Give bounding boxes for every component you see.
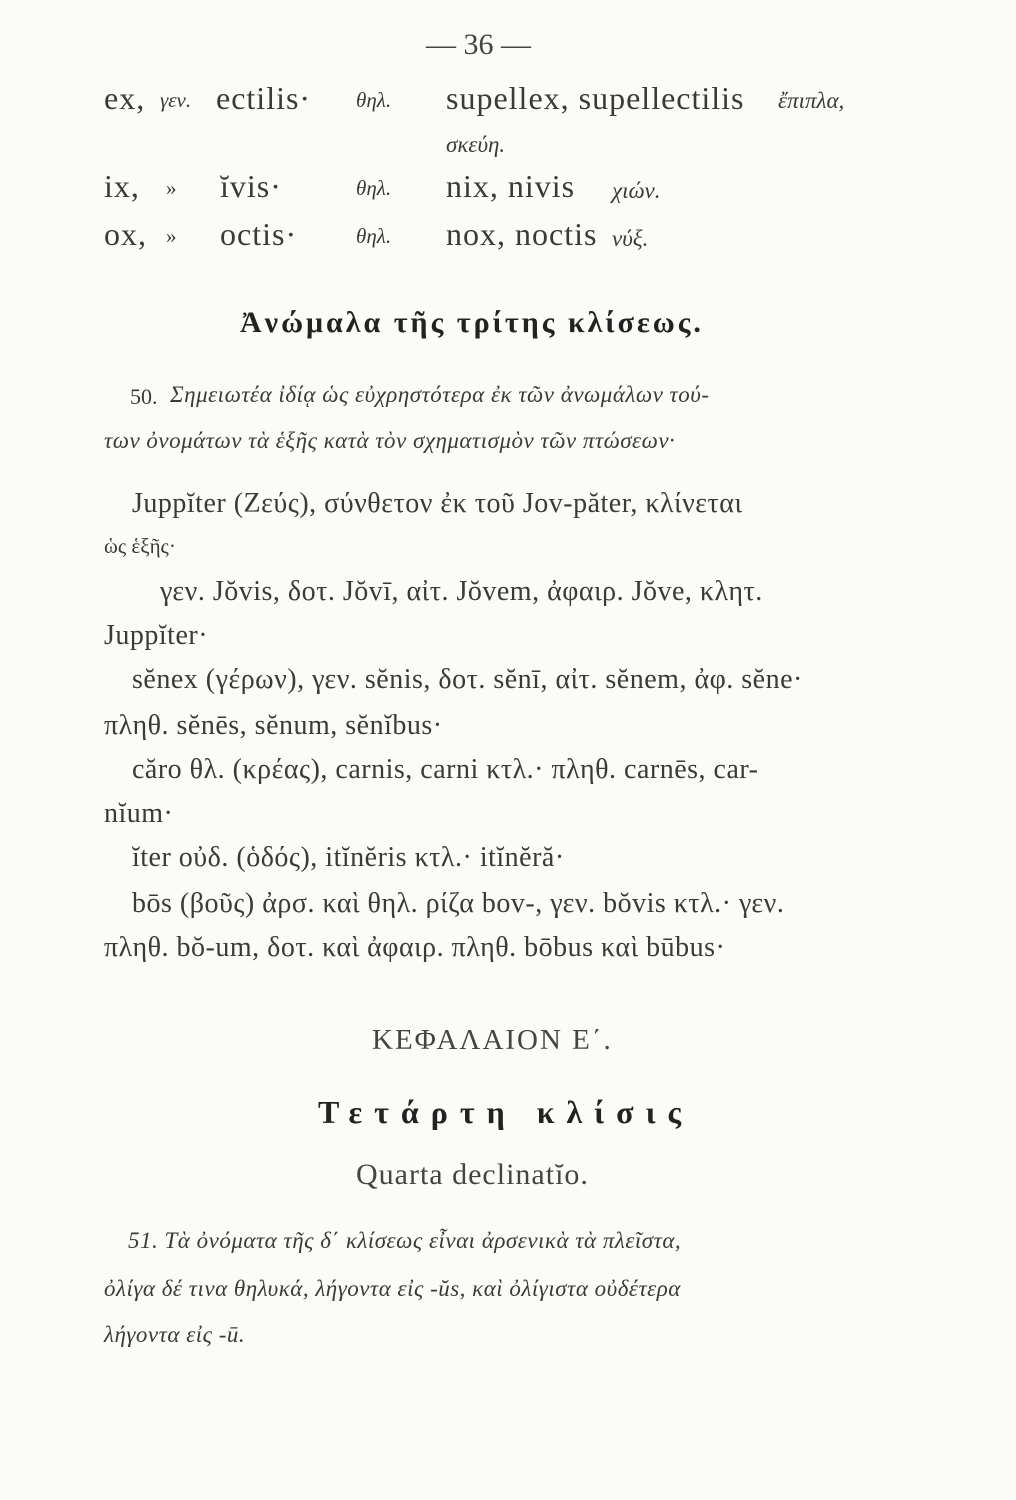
gen-abbr-cell: γεν. <box>160 88 192 112</box>
ending-cell: ex, <box>104 80 146 116</box>
greek-gloss: χιών. <box>612 178 661 203</box>
gen-form-cell: ĭvis· <box>220 168 282 204</box>
chapter-label: ΚΕΦΑΛΑΙΟΝ Ε΄. <box>372 1024 613 1056</box>
greek-gloss: ἔπιπλα, <box>778 88 845 113</box>
entry-line: Juppĭter· <box>104 620 209 651</box>
gen-form-cell: octis· <box>220 216 298 252</box>
example-cell: nix, nivis <box>446 168 576 204</box>
entry-line: bōs (βοῦς) ἀρσ. καὶ θηλ. ρίζα bov-, γεν. bŏvis κτλ.· γεν. <box>132 888 785 919</box>
paragraph-number: 50. <box>130 384 158 409</box>
chapter-title: Τετάρτη κλίσις <box>318 1094 693 1130</box>
paragraph-text: 51. Τὰ ὀνόματα τῆς δ΄ κλίσεως εἶναι ἀρσενικὰ τὰ πλεῖστα, <box>128 1228 682 1253</box>
paragraph-text: ὀλίγα δέ τινα θηλυκά, λήγοντα εἰς -ŭs, καὶ ὀλίγιστα οὐδέτερα <box>104 1276 681 1301</box>
gen-abbr-cell: » <box>166 224 177 248</box>
entry-line: ĭter οὐδ. (ὁδός), itĭnĕris κτλ.· itĭnĕră· <box>132 842 565 873</box>
entry-line: πληθ. bŏ-um, δοτ. καὶ ἀφαιρ. πληθ. bōbus καὶ būbus· <box>104 932 726 963</box>
greek-gloss: νύξ. <box>612 226 649 251</box>
ending-cell: ox, <box>104 216 147 252</box>
greek-gloss: σκεύη. <box>446 132 506 157</box>
entry-line: πληθ. sĕnēs, sĕnum, sĕnĭbus· <box>104 710 443 741</box>
entry-line: căro θλ. (κρέας), carnis, carni κτλ.· πληθ. carnēs, car- <box>132 754 759 785</box>
gen-abbr-cell: » <box>166 176 177 200</box>
page-number: — 36 — <box>426 28 531 61</box>
paragraph-text: των ὀνομάτων τὰ ἑξῆς κατὰ τὸν σχηματισμὸν τῶν πτώσεων· <box>104 428 676 453</box>
gender-cell: θηλ. <box>356 176 392 200</box>
entry-line: nĭum· <box>104 798 174 829</box>
ending-cell: ix, <box>104 168 140 204</box>
gender-cell: θηλ. <box>356 88 392 112</box>
gender-cell: θηλ. <box>356 224 392 248</box>
entry-line: ὡς ἑξῆς· <box>104 534 176 558</box>
example-cell: supellex, supellectilis <box>446 80 745 116</box>
entry-line: Juppĭter (Ζεύς), σύνθετον ἐκ τοῦ Jov-păter, κλίνεται <box>132 488 743 519</box>
entry-line: γεν. Jŏvis, δοτ. Jŏvī, αἰτ. Jŏvem, ἀφαιρ. Jŏve, κλητ. <box>160 576 763 607</box>
paragraph-text: Σημειωτέα ἰδίᾳ ὡς εὐχρηστότερα ἐκ τῶν ἀνωμάλων τού- <box>170 382 710 407</box>
paragraph-text: λήγοντα εἰς -ū. <box>104 1322 246 1347</box>
chapter-latin-title: Quarta declinatĭo. <box>356 1158 589 1191</box>
example-cell: nox, noctis <box>446 216 598 252</box>
entry-line: sĕnex (γέρων), γεν. sĕnis, δοτ. sĕnī, αἰτ. sĕnem, ἀφ. sĕne· <box>132 664 803 695</box>
gen-form-cell: ectilis· <box>216 80 312 116</box>
section-heading: Ἀνώμαλα τῆς τρίτης κλίσεως. <box>240 306 704 339</box>
